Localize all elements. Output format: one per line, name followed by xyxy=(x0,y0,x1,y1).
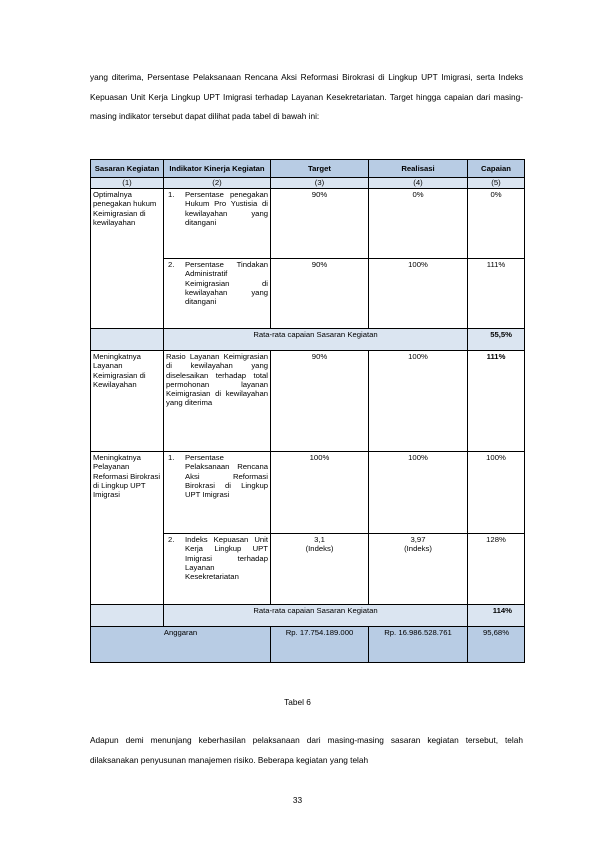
performance-table xyxy=(90,159,525,663)
budget-label: Anggaran xyxy=(91,627,271,663)
capaian-cell: 111% xyxy=(468,351,525,452)
indikator-cell: Rasio Layanan Keimigrasian di kewilayahan yang diselesaikan terhadap total permohonan layanan Keimigrasian di kewilayahan yang diterima xyxy=(164,351,271,452)
col-number: (2) xyxy=(164,178,271,189)
average-value: 55,5% xyxy=(468,329,525,351)
blank-cell xyxy=(91,329,164,351)
table-row xyxy=(91,351,525,452)
header-target: Target xyxy=(271,160,369,178)
target-cell: 90% xyxy=(271,189,369,259)
table-caption: Tabel 6 xyxy=(284,697,311,707)
indikator-cell xyxy=(164,259,271,329)
realisasi-cell: 100% xyxy=(369,452,468,534)
header-realisasi: Realisasi xyxy=(369,160,468,178)
budget-row xyxy=(91,627,525,663)
indikator-number: 2. xyxy=(168,260,175,269)
realisasi-unit: (Indeks) xyxy=(404,544,432,554)
capaian-cell: 0% xyxy=(468,189,525,259)
budget-target: Rp. 17.754.189.000 xyxy=(271,627,369,663)
target-value: 3,1 xyxy=(314,535,325,544)
target-cell xyxy=(271,534,369,605)
table-header-row xyxy=(91,160,525,178)
average-row xyxy=(91,329,525,351)
col-number: (4) xyxy=(369,178,468,189)
average-value: 114% xyxy=(468,605,525,627)
realisasi-cell: 0% xyxy=(369,189,468,259)
average-label: Rata-rata capaian Sasaran Kegiatan xyxy=(164,605,468,627)
target-cell: 90% xyxy=(271,259,369,329)
following-paragraph: Adapun demi menunjang keberhasilan pelaksanaan dari masing-masing sasaran kegiatan tersebut, telah dilaksanakan penyusunan manajemen risiko. Beberapa kegiatan yang telah xyxy=(90,735,523,765)
realisasi-cell: 100% xyxy=(369,351,468,452)
indikator-text: Persentase penegakan Hukum Pro Yustisia di kewilayahan yang ditangani xyxy=(185,190,268,227)
indikator-text: Persentase Tindakan Administratif Keimigrasian di kewilayahan yang ditangani xyxy=(185,260,268,307)
average-label: Rata-rata capaian Sasaran Kegiatan xyxy=(164,329,468,351)
sasaran-cell: Meningkatnya Layanan Keimigrasian di Kewilayahan xyxy=(91,351,164,452)
capaian-cell: 128% xyxy=(468,534,525,605)
realisasi-cell xyxy=(369,534,468,605)
budget-capaian: 95,68% xyxy=(468,627,525,663)
realisasi-cell: 100% xyxy=(369,259,468,329)
target-unit: (Indeks) xyxy=(305,544,334,554)
header-capaian: Capaian xyxy=(468,160,525,178)
capaian-cell: 100% xyxy=(468,452,525,534)
sasaran-cell: Meningkatnya Pelayanan Reformasi Birokrasi di Lingkup UPT Imigrasi xyxy=(91,452,164,605)
sasaran-cell: Optimalnya penegakan hukum Keimigrasian di kewilayahan xyxy=(91,189,164,329)
blank-cell xyxy=(91,605,164,627)
col-number: (1) xyxy=(91,178,164,189)
header-indikator: Indikator Kinerja Kegiatan xyxy=(164,160,271,178)
intro-paragraph: yang diterima, Persentase Pelaksanaan Rencana Aksi Reformasi Birokrasi di Lingkup UPT Imigrasi, serta Indeks Kepuasan Unit Kerja Lingkup UPT Imigrasi terhadap Layanan Kesekretariatan. Target hingga capaian dari masing-masing indikator tersebut dapat dilihat pada tabel di bawah ini: xyxy=(90,72,523,122)
capaian-cell: 111% xyxy=(468,259,525,329)
indikator-cell xyxy=(164,189,271,259)
col-number: (3) xyxy=(271,178,369,189)
budget-realisasi: Rp. 16.986.528.761 xyxy=(369,627,468,663)
target-cell: 90% xyxy=(271,351,369,452)
indikator-text: Persentase Pelaksanaan Rencana Aksi Reformasi Birokrasi di Lingkup UPT Imigrasi xyxy=(185,453,268,500)
indikator-cell xyxy=(164,534,271,605)
col-number: (5) xyxy=(468,178,525,189)
indikator-number: 1. xyxy=(168,453,175,462)
indikator-number: 2. xyxy=(168,535,175,544)
table-row xyxy=(91,452,525,534)
indikator-text: Indeks Kepuasan Unit Kerja Lingkup UPT Imigrasi terhadap Layanan Kesekretariatan xyxy=(185,535,268,582)
indikator-number: 1. xyxy=(168,190,175,199)
table-row xyxy=(91,189,525,259)
column-number-row xyxy=(91,178,525,189)
page-number: 33 xyxy=(292,795,303,805)
average-row xyxy=(91,605,525,627)
realisasi-value: 3,97 xyxy=(410,535,426,544)
indikator-cell xyxy=(164,452,271,534)
header-sasaran: Sasaran Kegiatan xyxy=(91,160,164,178)
target-cell: 100% xyxy=(271,452,369,534)
